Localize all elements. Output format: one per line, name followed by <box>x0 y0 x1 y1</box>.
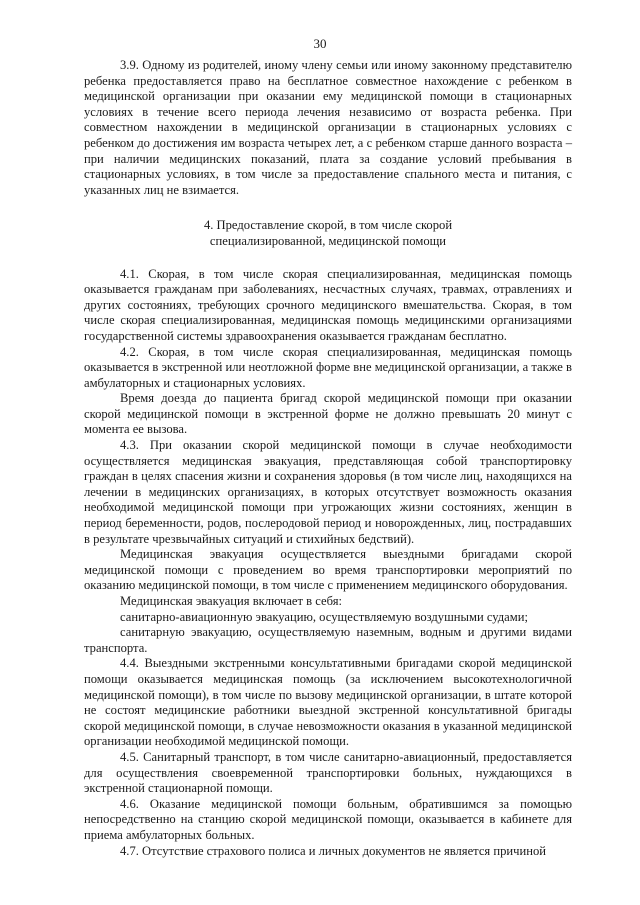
section-heading-line-1: 4. Предоставление скорой, в том числе скорой <box>203 218 453 233</box>
paragraph-4-2: 4.2. Скорая, в том числе скорая специализированная, медицинская помощь оказывается в экстренной или неотложной форме вне медицинской организации, а также в амбулаторных и стационарных условиях. <box>84 344 572 390</box>
page-number: 30 <box>313 36 327 51</box>
paragraph-evacuation-teams: Медицинская эвакуация осуществляется выездными бригадами скорой медицинской помощи с проведением во время транспортировки мероприятий по оказанию медицинской помощи, в том числе с применением медицинского оборудования. <box>84 547 572 593</box>
paragraph-4-5: 4.5. Санитарный транспорт, в том числе санитарно-авиационный, предоставляется для осуществления своевременной транспортировки больных, нуждающихся в экстренной стационарной помощи. <box>84 749 572 796</box>
document-body <box>84 58 572 859</box>
paragraph-4-1: 4.1. Скорая, в том числе скорая специализированная, медицинская помощь оказывается гражданам при заболеваниях, несчастных случаях, травмах, отравлениях и других состояниях, требующих срочного медицинского вмешательства. Скорая, в том числе скорая специализированная, медицинская помощь медицинскими организациями государственной системы здравоохранения оказывается гражданам бесплатно. <box>84 266 572 343</box>
section-heading <box>84 218 572 249</box>
paragraph-4-4: 4.4. Выездными экстренными консультативными бригадами скорой медицинской помощи оказывается медицинская помощь (за исключением высокотехнологичной медицинской помощи), в том числе по вызову медицинской организации, в штате которой не состоят медицинские работники выездной экстренной консультативной бригады скорой медицинской помощи, в случае невозможности оказания в указанной медицинской организации необходимой медицинской помощи. <box>84 656 572 749</box>
section-heading-line-2: специализированной, медицинской помощи <box>209 233 447 248</box>
paragraph-arrival-time: Время доезда до пациента бригад скорой медицинской помощи при оказании скорой медицинской помощи в экстренной форме не должно превышать 20 минут с момента ее вызова. <box>84 391 572 437</box>
paragraph-4-7: 4.7. Отсутствие страхового полиса и личных документов не является причиной <box>120 843 546 858</box>
paragraph-3-9: 3.9. Одному из родителей, иному члену семьи или иному законному представителю ребенка предоставляется право на бесплатное совместное нахождение с ребенком в медицинской организации при оказании ему медицинской помощи в стационарных условиях в течение всего периода лечения независимо от возраста ребенка. При совместном нахождении в медицинской организации в стационарных условиях с ребенком до достижения им возраста четырех лет, а с ребенком старше данного возраста – при наличии медицинских показаний, плата за создание условий пребывания в стационарных условиях, в том числе за предоставление спального места и питания, с указанных лиц не взимается. <box>84 58 572 197</box>
paragraph-evacuation-includes: Медицинская эвакуация включает в себя: <box>120 594 342 608</box>
list-item-air-evacuation: санитарно-авиационную эвакуацию, осуществляемую воздушными судами; <box>120 609 528 624</box>
paragraph-4-3: 4.3. При оказании скорой медицинской помощи в случае необходимости осуществляется медицинская эвакуация, представляющая собой транспортировку граждан в целях спасения жизни и сохранения здоровья (в том числе лиц, находящихся на лечении в медицинских организациях, в которых отсутствует возможность оказания необходимой медицинской помощи при угрожающих жизни состояниях, женщин в период беременности, родов, послеродовой период и новорожденных, лиц, пострадавших в результате чрезвычайных ситуаций и стихийных бедствий). <box>84 438 572 546</box>
list-item-ground-evacuation: санитарную эвакуацию, осуществляемую наземным, водным и другими видами транспорта. <box>84 625 572 655</box>
paragraph-4-6: 4.6. Оказание медицинской помощи больным, обратившимся за помощью непосредственно на станцию скорой медицинской помощи, оказывается в кабинете для приема амбулаторных больных. <box>84 796 572 842</box>
